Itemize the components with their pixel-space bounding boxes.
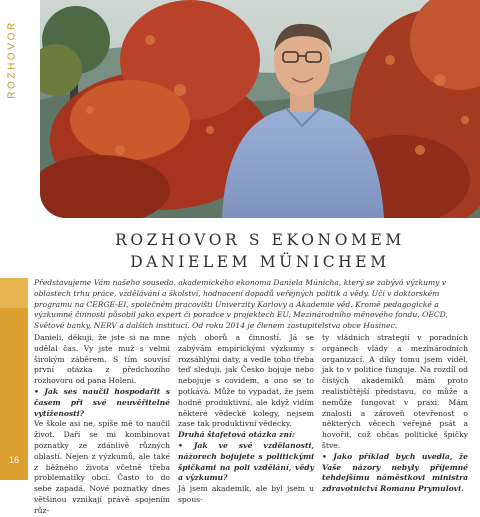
article-title-line-1: ROZHOVOR S EKONOMEM [115,231,405,249]
text-column-1 [34,333,170,517]
portrait-photo-illustration [40,0,480,218]
paragraph: Ve škole asi ne, spíše mě to naučil život. Daří se mi kombinovat poznatky ze zdánlivě různých oblastí. Nejen z výzkumů, ale také z běžného života včetně třeba problematiky obcí. Často to do sebe zapadá. Nové poznatky dnes většinou vznikají právě spojením růz- [34,419,170,515]
paragraph: Danieli, děkuji, že jste si na mne udělal čas. Vy jste muž s velmi širokým záběrem. S tím souvisí první otázka z předchozího rozhovoru od pana Holeni. [34,333,170,386]
paragraph: ty vládních strategií v poradních orgánech vlády a mezinárodních organizací. A díky tomu jsem viděl, jak to v politice funguje. Na rozdíl od čistých akademiků mám proto realističtější představu, co může a nemůže fungovat v praxi. Mám znalosti a zároveň otevřenost o některých věcech veřejně psát a hovořit, což občas politické špičky štve. [322,333,468,450]
question: • Jak ve své vzdělanosti, názorech bojujete s politickými špičkami na poli vzdělání, vědy a výzkumu? [178,440,314,483]
article-intro: Představujeme Vám našeho souseda, akademického ekonoma Daniela Múnicha, který se zabývá výzkumy v oblastech trhu práce, vzdělávání a školství, hodnocení dopadů veřejných politik a vědy. Učí v doktorském programu na CERGE-EI, společném pracovišti Univerzity Karlovy a Akademie věd. Kromě pedagogické a výzkumné činnosti působil jako expert či poradce v projektech EU, Mezinárodního měnového fondu, OECD, Světové banky, NERV a dalších institucí. Od roku 2014 je členem zastupitelstva obce Husinec. [34,278,448,331]
paragraph: ných oborů a činností. Já se zabývám empirickými výzkumy s rozsáhlými daty, a vedle toho třeba teď sleduji, jak Česko bojuje nebo nebojuje s covidem, a ono se to potkává. Může to vypadat, že jsem hodně produktivní, ale když vidím některé vědecké kolegy, nejsem zase tak produktivní vědecky. [178,333,314,429]
section-label [4,6,20,126]
side-rail-accent [0,278,28,480]
question-heading: Druhá štafetová otázka zní: [178,430,295,440]
side-rail-accent-highlight [0,278,28,308]
side-rail-spacer [0,128,28,278]
page-number: 16 [8,455,19,465]
question: • Jako příklad bych uvedla, že Vaše názory nebyly příjemné tehdejšímu náměstkovi ministra zdravotnictví Romanu Prymulovi. [322,451,468,494]
article-title [40,229,480,273]
paragraph: Já jsem akademik, ale byl jsem u spous- [178,484,314,504]
section-label-text: ROZHOVOR [6,20,18,99]
question: • Jak ses naučil hospodařit s časem při své neuvěřitelné vytíženosti? [34,386,170,418]
text-column-3 [322,333,468,495]
portrait-photo [40,0,480,218]
article-title-line-2: DANIELEM MÜNICHEM [130,253,390,271]
